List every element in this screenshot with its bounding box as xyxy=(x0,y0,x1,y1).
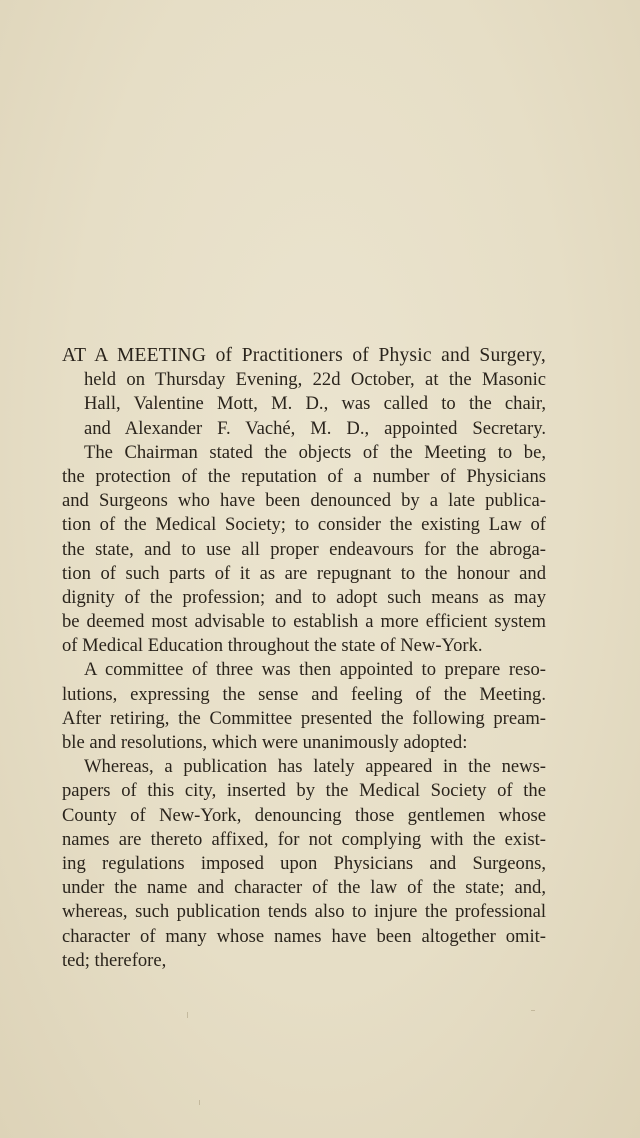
paragraph-line: After retiring, the Committee presented the following pream- xyxy=(62,707,546,729)
paragraph-line: AT A MEETING of Practitioners of Physic and Surgery, xyxy=(62,345,546,366)
objects-paragraph xyxy=(62,441,546,659)
paragraph-line: and Surgeons who have been denounced by a late publica- xyxy=(62,490,546,512)
opening-paragraph xyxy=(62,344,546,441)
paragraph-line: under the name and character of the law of the state; and, xyxy=(62,877,546,899)
committee-paragraph xyxy=(62,658,546,755)
meeting-minutes-text xyxy=(62,344,546,973)
paragraph-line: tion of the Medical Society; to consider the existing Law of xyxy=(62,514,546,536)
paragraph-line: of Medical Education throughout the state of New-York. xyxy=(62,635,483,657)
paper-speck xyxy=(187,1012,188,1018)
paragraph-line: A committee of three was then appointed to prepare reso- xyxy=(84,659,546,681)
paragraph-line: Whereas, a publication has lately appeared in the news- xyxy=(84,756,546,778)
paragraph-line: held on Thursday Evening, 22d October, at the Masonic xyxy=(84,369,546,391)
paragraph-line: and Alexander F. Vaché, M. D., appointed Secretary. xyxy=(84,417,546,439)
paragraph-line: Hall, Valentine Mott, M. D., was called to the chair, xyxy=(84,393,546,415)
paragraph-line: be deemed most advisable to establish a more efficient system xyxy=(62,611,546,633)
paragraph-line: names are thereto affixed, for not complying with the exist- xyxy=(62,828,546,850)
paper-speck xyxy=(199,1100,200,1105)
paragraph-line: character of many whose names have been altogether omit- xyxy=(62,925,546,947)
paragraph-line: ble and resolutions, which were unanimously adopted: xyxy=(62,732,468,753)
paper-speck xyxy=(531,1010,535,1011)
paragraph-line: whereas, such publication tends also to injure the professional xyxy=(62,901,546,923)
paragraph-line: the protection of the reputation of a number of Physicians xyxy=(62,465,546,487)
paragraph-line: County of New-York, denouncing those gentlemen whose xyxy=(62,804,546,826)
paragraph-line: lutions, expressing the sense and feeling of the Meeting. xyxy=(62,683,546,705)
paragraph-line: papers of this city, inserted by the Medical Society of the xyxy=(62,780,546,802)
paragraph-line: ted; therefore, xyxy=(62,949,167,971)
whereas-paragraph xyxy=(62,755,546,973)
paragraph-line: ing regulations imposed upon Physicians and Surgeons, xyxy=(62,852,546,874)
paragraph-line: dignity of the profession; and to adopt such means as may xyxy=(62,586,546,608)
paragraph-line: tion of such parts of it as are repugnant to the honour and xyxy=(62,562,546,584)
paragraph-line: The Chairman stated the objects of the Meeting to be, xyxy=(84,441,546,463)
paragraph-line: the state, and to use all proper endeavours for the abroga- xyxy=(62,538,546,560)
